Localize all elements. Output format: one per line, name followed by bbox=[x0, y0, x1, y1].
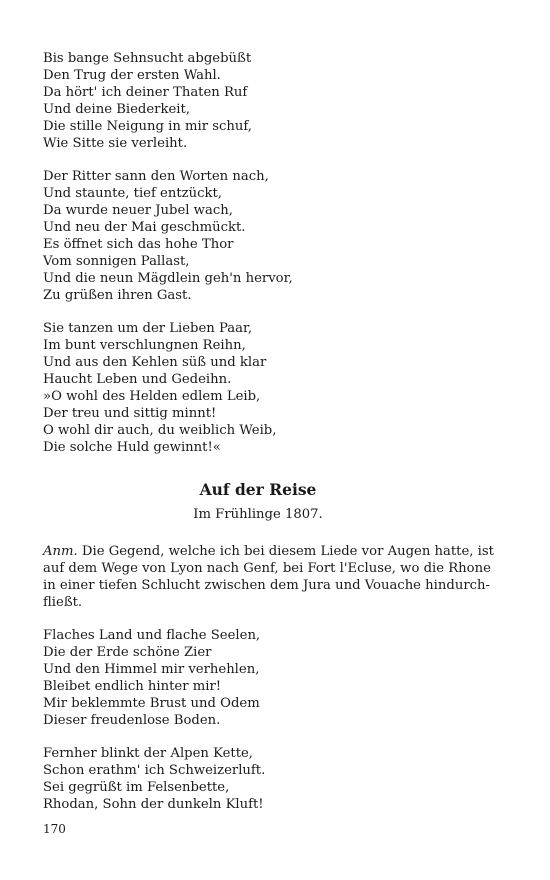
verse-line: Bleibet endlich hinter mir! bbox=[43, 679, 222, 694]
poem-title: Auf der Reise bbox=[199, 480, 317, 499]
verse-line: Bis bange Sehnsucht abgebüßt bbox=[43, 51, 252, 66]
verse-line: Im bunt verschlungnen Reihn, bbox=[43, 338, 246, 353]
verse-line: Und die neun Mägdlein geh'n hervor, bbox=[43, 271, 293, 286]
verse-line: Dieser freudenlose Boden. bbox=[43, 713, 221, 728]
verse-line: Mir beklemmte Brust und Odem bbox=[43, 696, 260, 711]
verse-line: Und deine Biederkeit, bbox=[43, 102, 190, 117]
annotation-text: fließt. bbox=[43, 595, 83, 610]
verse-line: Zu grüßen ihren Gast. bbox=[43, 288, 192, 303]
poem-stanza bbox=[43, 320, 473, 456]
verse-line: Vom sonnigen Pallast, bbox=[43, 254, 190, 269]
verse-line: Die der Erde schöne Zier bbox=[43, 645, 212, 660]
annotation-note bbox=[43, 543, 494, 611]
verse-line: Flaches Land und flache Seelen, bbox=[43, 628, 261, 643]
verse-line: Und neu der Mai geschmückt. bbox=[43, 220, 246, 235]
verse-line: Der treu und sittig minnt! bbox=[43, 406, 217, 421]
annotation-label: Anm. bbox=[43, 544, 78, 559]
verse-line: Sei gegrüßt im Felsenbette, bbox=[43, 780, 230, 795]
annotation-text: Die Gegend, welche ich bei diesem Liede vor Augen hatte, ist bbox=[77, 544, 494, 559]
page-body bbox=[43, 50, 494, 829]
verse-line: Und staunte, tief entzückt, bbox=[43, 186, 222, 201]
verse-line: Die solche Huld gewinnt!« bbox=[43, 440, 221, 455]
verse-line: Sie tanzen um der Lieben Paar, bbox=[43, 321, 253, 336]
poem-subtitle: Im Frühlinge 1807. bbox=[193, 507, 323, 522]
verse-line: Die stille Neigung in mir schuf, bbox=[43, 119, 252, 134]
verse-line: Und aus den Kehlen süß und klar bbox=[43, 355, 267, 370]
verse-line: Da hört' ich deiner Thaten Ruf bbox=[43, 85, 248, 100]
verse-line: Und den Himmel mir verhehlen, bbox=[43, 662, 260, 677]
verse-line: Schon erathm' ich Schweizerluft. bbox=[43, 763, 266, 778]
verse-line: Rhodan, Sohn der dunkeln Kluft! bbox=[43, 797, 264, 812]
annotation-text: auf dem Wege von Lyon nach Genf, bei Fort l'Ecluse, wo die Rhone bbox=[43, 561, 491, 576]
poem-stanza bbox=[43, 627, 473, 729]
page-number: 170 bbox=[43, 822, 66, 836]
poem-stanza bbox=[43, 168, 473, 304]
poem-stanza bbox=[43, 745, 473, 813]
verse-line: Fernher blinkt der Alpen Kette, bbox=[43, 746, 253, 761]
verse-line: Wie Sitte sie verleiht. bbox=[43, 136, 188, 151]
verse-line: O wohl dir auch, du weiblich Weib, bbox=[43, 423, 277, 438]
annotation-text: in einer tiefen Schlucht zwischen dem Jura und Vouache hindurch- bbox=[43, 578, 490, 593]
verse-line: Der Ritter sann den Worten nach, bbox=[43, 169, 269, 184]
poem-stanza bbox=[43, 50, 473, 152]
verse-line: Haucht Leben und Gedeihn. bbox=[43, 372, 232, 387]
verse-line: Den Trug der ersten Wahl. bbox=[43, 68, 221, 83]
verse-line: Da wurde neuer Jubel wach, bbox=[43, 203, 233, 218]
verse-line: Es öffnet sich das hohe Thor bbox=[43, 237, 234, 252]
verse-line: »O wohl des Helden edlem Leib, bbox=[43, 389, 261, 404]
